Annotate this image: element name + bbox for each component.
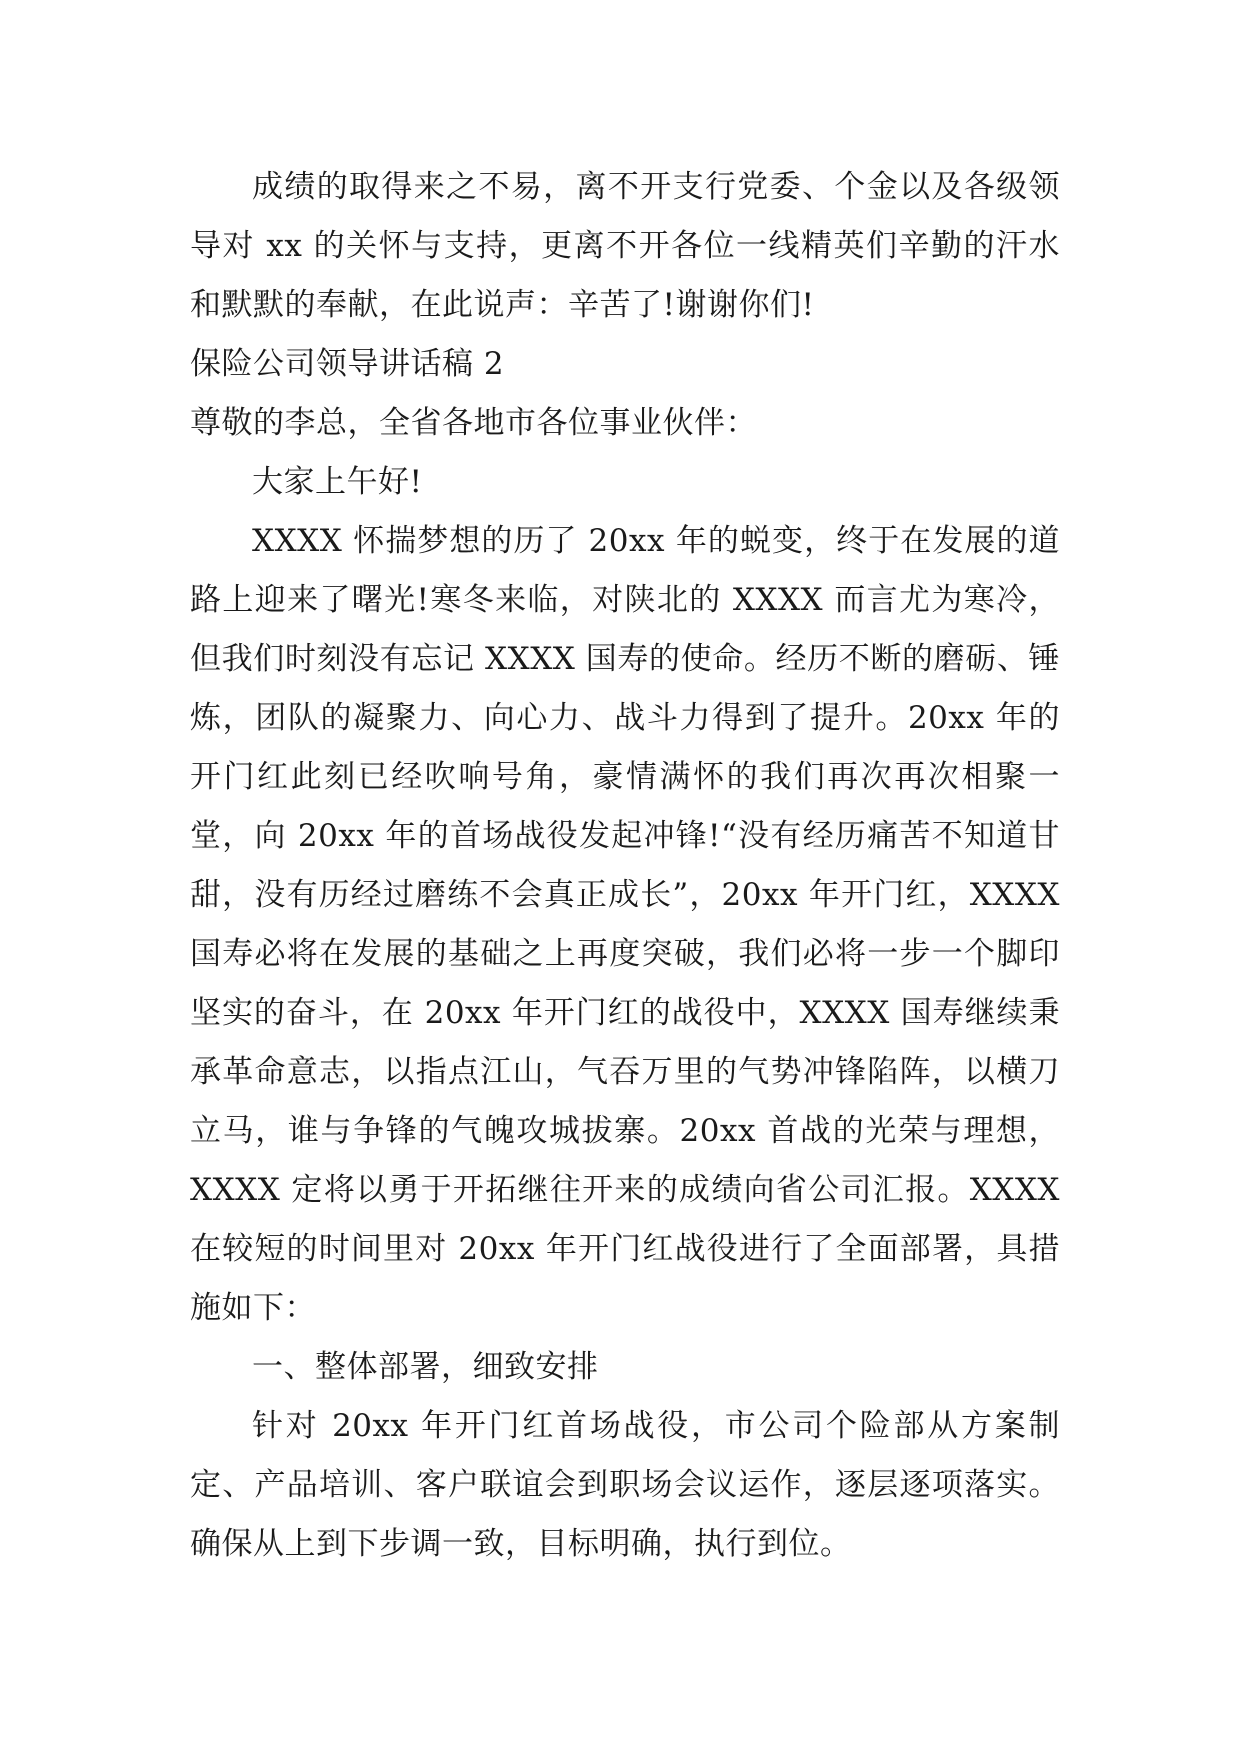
salutation: 尊敬的李总，全省各地市各位事业伙伴： <box>190 405 757 441</box>
greeting: 大家上午好! <box>252 464 423 500</box>
paragraph-thanks: 成绩的取得来之不易，离不开支行党委、个金以及各级领导对 xx 的关怀与支持，更离不开各位一线精英们辛勤的汗水和默默的奉献，在此说声：辛苦了!谢谢你们! <box>190 169 1060 323</box>
paragraph-deployment: 针对 20xx 年开门红首场战役，市公司个险部从方案制定、产品培训、客户联谊会到职场会议运作，逐层逐项落实。确保从上到下步调一致，目标明确，执行到位。 <box>190 1408 1060 1562</box>
paragraph-body: XXXX 怀揣梦想的历了 20xx 年的蜕变，终于在发展的道路上迎来了曙光!寒冬来临，对陕北的 XXXX 而言尤为寒冷，但我们时刻没有忘记 XXXX 国寿的使命。经历不断的磨砺、锤炼，团队的凝聚力、向心力、战斗力得到了提升。20xx 年的开门红此刻已经吹响号角，豪情满怀的我们再次再次相聚一堂，向 20xx 年的首场战役发起冲锋!“没有经历痛苦不知道甘甜，没有历经过磨练不会真正成长”，20xx 年开门红，XXXX 国寿必将在发展的基础之上再度突破，我们必将一步一个脚印坚实的奋斗，在 20xx 年开门红的战役中，XXXX 国寿继续秉承革命意志，以指点江山，气吞万里的气势冲锋陷阵，以横刀立马，谁与争锋的气魄攻城拔寨。20xx 首战的光荣与理想，XXXX 定将以勇于开拓继往开来的成绩向省公司汇报。XXXX 在较短的时间里对 20xx 年开门红战役进行了全面部署，具措施如下： <box>190 523 1060 1326</box>
section-title: 保险公司领导讲话稿 2 <box>190 346 505 382</box>
document-body <box>190 158 1060 1574</box>
subheading-deployment: 一、整体部署，细致安排 <box>252 1349 599 1385</box>
